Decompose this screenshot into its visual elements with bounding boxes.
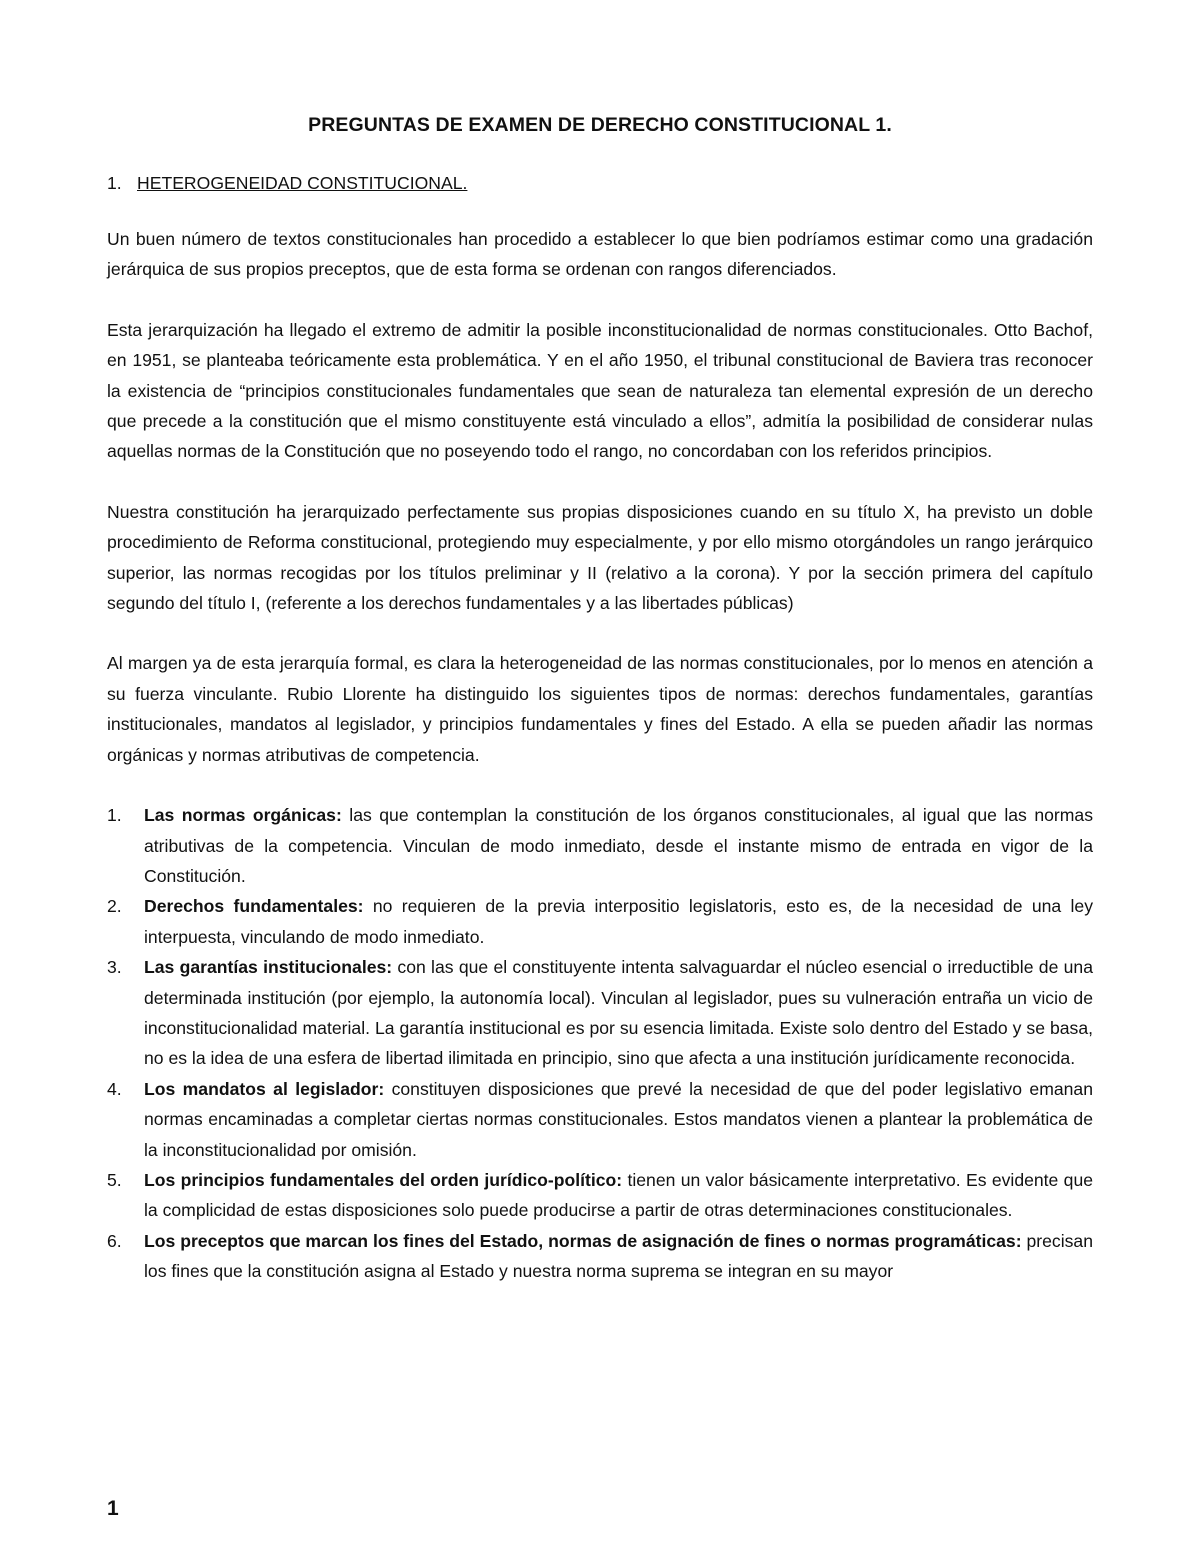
list-item-text: las que contemplan la constitución de los órganos constitucionales, al igual que las normas atributivas de la competencia. Vinculan de modo inmediato, desde el instante mismo de entrada en vigor de la Constitución. [144,805,1093,886]
list-item-term: Los principios fundamentales del orden jurídico-político: [144,1169,623,1190]
list-item-term: Las garantías institucionales: [144,957,393,978]
list-item-term: Las normas orgánicas: [144,805,342,826]
list-item-number: 1. [107,805,122,826]
document-title: PREGUNTAS DE EXAMEN DE DERECHO CONSTITUCIONAL 1. [308,114,892,136]
list-item [107,1226,1093,1287]
list-item [107,1074,1093,1165]
list-item-text: tienen un valor básicamente interpretativo. Es evidente que la complicidad de estas disposiciones solo puede producirse a partir de otras determinaciones constitucionales. [144,1169,1094,1221]
list-item-number: 6. [107,1230,122,1251]
list-item [107,800,1093,891]
list-item-number: 2. [107,896,122,917]
section-heading-text: HETEROGENEIDAD CONSTITUCIONAL. [137,173,468,193]
list-item [107,1165,1093,1226]
list-item-term: Derechos fundamentales: [144,896,364,917]
list-item-term: Los mandatos al legislador: [144,1078,385,1099]
section-heading [107,168,1093,198]
list-item-text: no requieren de la previa interpositio legislatoris, esto es, de la necesidad de una ley interpuesta, vinculando de modo inmediato. [144,896,1093,947]
document-body [107,110,1093,1287]
list-item-number: 3. [107,957,122,978]
list-item-number: 5. [107,1169,122,1190]
list-item-text: precisan los fines que la constitución asigna al Estado y nuestra norma suprema se integran en su mayor [144,1230,1094,1282]
list-item-term: Los preceptos que marcan los fines del Estado, normas de asignación de fines o normas programáticas: [144,1230,1022,1251]
list-item-text: con las que el constituyente intenta salvaguardar el núcleo esencial o irreductible de una determinada institución (por ejemplo, la autonomía local). Vinculan al legislador, pues su vulneración entraña un vicio de inconstitucionalidad material. La garantía institucional es por su esencia limitada. Existe solo dentro del Estado y se basa, no es la idea de una esfera de libertad ilimitada en principio, sino que afecta a una institución jurídicamente reconocida. [144,957,1093,1069]
page-number: 1 [107,1497,119,1520]
list-item-text: constituyen disposiciones que prevé la necesidad de que del poder legislativo emanan normas encaminadas a completar ciertas normas constitucionales. Estos mandatos vienen a plantear la problemática de la inconstitucionalidad por omisión. [144,1078,1093,1160]
list-item [107,952,1093,1074]
section-number: 1. [107,173,122,193]
paragraph: Esta jerarquización ha llegado el extremo de admitir la posible inconstitucionalidad de normas constitucionales. Otto Bachof, en 1951, se planteaba teóricamente esta problemática. Y en el año 1950, el tribunal constitucional de Baviera tras reconocer la existencia de “principios constitucionales fundamentales que sean de naturaleza tan elemental expresión de un derecho que precede a la constitución que el mismo constituyente está vinculado a ellos”, admitía la posibilidad de considerar nulas aquellas normas de la Constitución que no poseyendo todo el rango, no concordaban con los referidos principios. [107,319,1093,462]
paragraph: Al margen ya de esta jerarquía formal, es clara la heterogeneidad de las normas constitucionales, por lo menos en atención a su fuerza vinculante. Rubio Llorente ha distinguido los siguientes tipos de normas: derechos fundamentales, garantías institucionales, mandatos al legislador, y principios fundamentales y fines del Estado. A ella se pueden añadir las normas orgánicas y normas atributivas de competencia. [107,653,1093,765]
norm-types-list [107,800,1093,1287]
list-item [107,891,1093,952]
paragraph: Un buen número de textos constitucionales han procedido a establecer lo que bien podríamos estimar como una gradación jerárquica de sus propios preceptos, que de esta forma se ordenan con rangos diferenciados. [107,229,1093,280]
paragraph: Nuestra constitución ha jerarquizado perfectamente sus propias disposiciones cuando en su título X, ha previsto un doble procedimiento de Reforma constitucional, protegiendo muy especialmente, y por ello mismo otorgándoles un rango jerárquico superior, las normas recogidas por los títulos preliminar y II (relativo a la corona). Y por la sección primera del capítulo segundo del título I, (referente a los derechos fundamentales y a las libertades públicas) [107,501,1093,614]
list-item-number: 4. [107,1078,122,1099]
